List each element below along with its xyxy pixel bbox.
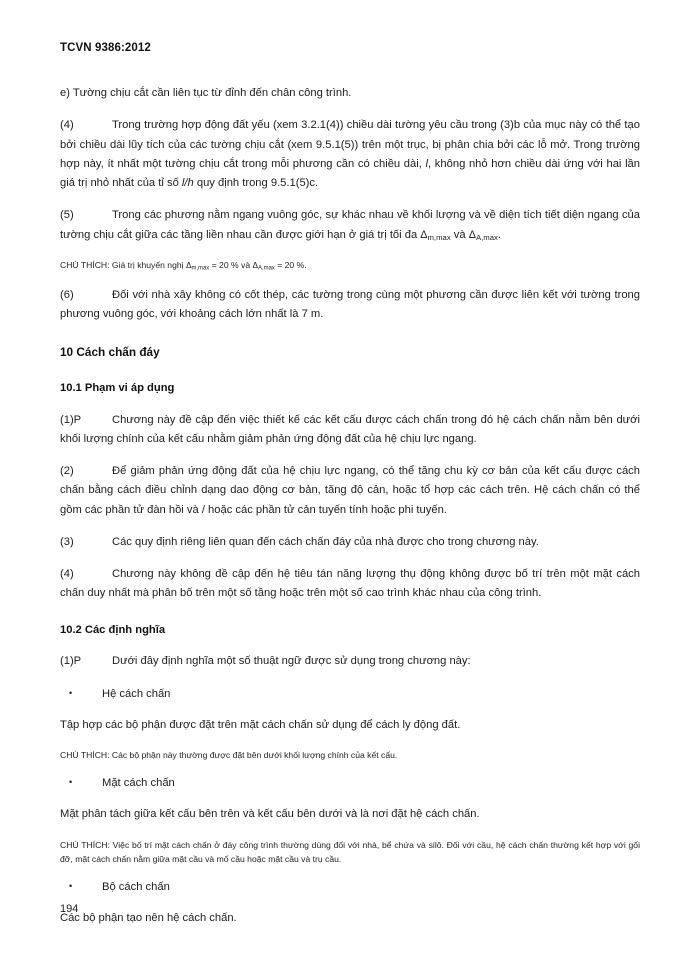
delta-subscript: m,max bbox=[427, 232, 451, 242]
clause-10-1-3 bbox=[60, 533, 640, 552]
delta-glyph: Δ bbox=[468, 228, 476, 241]
bullet-icon: • bbox=[69, 687, 73, 698]
bullet-icon: • bbox=[69, 777, 73, 788]
clause-10-1-4-text: Chương này không đề cập đến hệ tiêu tán năng lượng thụ động không được bố trí trên một mặt cách chấn duy nhất mà phân bố trên một số tầng hoặc trên một số cao trình khác nhau của công trình. bbox=[60, 568, 640, 600]
symbol-delta-a-max bbox=[253, 261, 275, 270]
delta-subscript: A,max bbox=[258, 265, 275, 272]
clause-10-1-4 bbox=[60, 565, 640, 604]
term-label: Mặt cách chấn bbox=[102, 777, 175, 790]
paragraph-e: e) Tường chịu cắt cần liên tục từ đỉnh đến chân công trình. bbox=[60, 87, 352, 99]
page-content bbox=[60, 0, 640, 960]
clause-10-1-1P-label: (1)P bbox=[60, 413, 82, 426]
clause-10-1-3-label: (3) bbox=[60, 535, 74, 548]
bullet-icon: • bbox=[69, 881, 73, 892]
heading-section-10-1: 10.1 Phạm vi áp dụng bbox=[60, 381, 175, 394]
term-label: Hệ cách chấn bbox=[102, 687, 171, 700]
heading-section-10: 10 Cách chấn đáy bbox=[60, 345, 160, 360]
clause-4-italic-l: l bbox=[425, 157, 429, 170]
note-mid: = 20 % và bbox=[209, 259, 253, 270]
term-label: Bộ cách chấn bbox=[102, 881, 170, 894]
delta-subscript: A,max bbox=[475, 232, 498, 242]
definition-isolation-system: Tập hợp các bộ phận được đặt trên mặt cách chấn sử dụng để cách ly động đất. bbox=[60, 718, 461, 731]
list-item-term-isolation-interface bbox=[60, 774, 640, 793]
clause-4 bbox=[60, 116, 640, 193]
list-item-term-isolator-unit bbox=[60, 878, 640, 897]
clause-10-1-4-label: (4) bbox=[60, 568, 74, 581]
clause-10-1-2-text: Để giảm phản ứng động đất của hệ chịu lực ngang, có thể tăng chu kỳ cơ bản của kết cấu được cách chấn bằng cách điều chỉnh dạng dao động cơ bản, tăng độ cản, hoặc tổ hợp các cách trên. Hệ cách chấn có thể gồm các phần tử đàn hồi và / hoặc các phần tử cản tuyến tính hoặc phi tuyến. bbox=[60, 465, 640, 516]
symbol-delta-a-max bbox=[469, 229, 498, 241]
clause-4-ratio: l/h bbox=[181, 177, 194, 190]
delta-subscript: m,max bbox=[191, 265, 210, 272]
symbol-delta-m-max bbox=[186, 261, 209, 270]
definition-isolation-interface: Mặt phân tách giữa kết cấu bên trên và kết cấu bên dưới và là nơi đặt hệ cách chấn. bbox=[60, 808, 480, 821]
definition-isolator-unit: Các bộ phận tạo nên hệ cách chấn. bbox=[60, 912, 237, 925]
clause-5-label: (5) bbox=[60, 209, 74, 222]
clause-10-1-2 bbox=[60, 462, 640, 520]
clause-5-text-c: . bbox=[497, 228, 501, 241]
heading-section-10-2: 10.2 Các định nghĩa bbox=[60, 623, 166, 636]
symbol-delta-m-max bbox=[420, 229, 450, 241]
clause-10-1-3-text: Các quy định riêng liên quan đến cách chấn đáy của nhà được cho trong chương này. bbox=[112, 535, 539, 548]
clause-10-1-1P-text: Chương này đề cập đến việc thiết kế các kết cấu được cách chấn trong đó hệ cách chấn nằm bên dưới khối lượng chính của kết cấu nhằm giảm phản ứng động đất của hệ chịu lực ngang. bbox=[60, 413, 640, 445]
clause-10-1-2-label: (2) bbox=[60, 465, 74, 478]
clause-10-2-1P-label: (1)P bbox=[60, 655, 82, 668]
clause-10-1-1P bbox=[60, 411, 640, 450]
clause-5-text-a: Trong các phương nằm ngang vuông góc, sự khác nhau về khối lượng và về diện tích tiết diện ngang của tường chịu cắt giữa các tầng liền nhau cần được giới hạn ở giá trị tối đa bbox=[60, 209, 640, 241]
note-isolation-system: CHÚ THÍCH: Các bộ phận này thường được đặt bên dưới khối lượng chính của kết cấu. bbox=[60, 750, 398, 761]
note-prefix: CHÚ THÍCH: Giá trị khuyến nghị bbox=[60, 259, 186, 270]
list-item-term-isolation-system bbox=[60, 685, 640, 704]
clause-4-text-a: Trong trường hợp động đất yếu (xem 3.2.1(4)) chiều dài tường yêu cầu trong (3)b của mục này có thể tạo bởi chiều dài lũy tích của các tường chịu cắt (xem 9.5.1(5)) trên một trục, bị phân chia bởi các lỗ mở. Trong trường hợp này, ít nhất một tường chịu cắt trong mỗi phương cần có chiều dài, bbox=[60, 119, 640, 170]
note-recommended-values bbox=[60, 258, 640, 273]
clause-6-text: Đối với nhà xây không có cốt thép, các tường trong cùng một phương cần được liên kết với tường trong phương vuông góc, với khoảng cách lớn nhất là 7 m. bbox=[60, 288, 640, 320]
clause-5 bbox=[60, 206, 640, 245]
clause-10-2-1P bbox=[60, 652, 640, 671]
clause-5-text-b: và bbox=[450, 228, 469, 241]
note-isolation-interface: CHÚ THÍCH: Việc bố trí mặt cách chấn ở đáy công trình thường dùng đối với nhà, bể chứa và silô. Đối với cầu, hệ cách chấn thường kết hợp với gối đỡ, mặt cách chấn nằm giữa mặt cầu và mố cầu hoặc mặt cầu và trụ cầu. bbox=[60, 839, 640, 864]
clause-4-text-c: quy định trong 9.5.1(5)c. bbox=[193, 177, 319, 190]
note-suffix: = 20 %. bbox=[274, 259, 307, 270]
body-flow bbox=[60, 84, 640, 928]
delta-glyph: Δ bbox=[420, 228, 428, 241]
clause-4-text-b: , không nhỏ hơn chiều dài ứng với hai lần giá trị nhỏ nhất của tỉ số bbox=[60, 157, 640, 190]
delta-glyph: Δ bbox=[185, 260, 192, 270]
running-head: TCVN 9386:2012 bbox=[60, 42, 151, 54]
clause-10-2-1P-text: Dưới đây định nghĩa một số thuật ngữ được sử dụng trong chương này: bbox=[112, 655, 471, 668]
clause-4-label: (4) bbox=[60, 119, 74, 132]
delta-glyph: Δ bbox=[252, 260, 259, 270]
page-number: 194 bbox=[60, 903, 79, 915]
clause-6-label: (6) bbox=[60, 288, 74, 301]
clause-6 bbox=[60, 286, 640, 325]
